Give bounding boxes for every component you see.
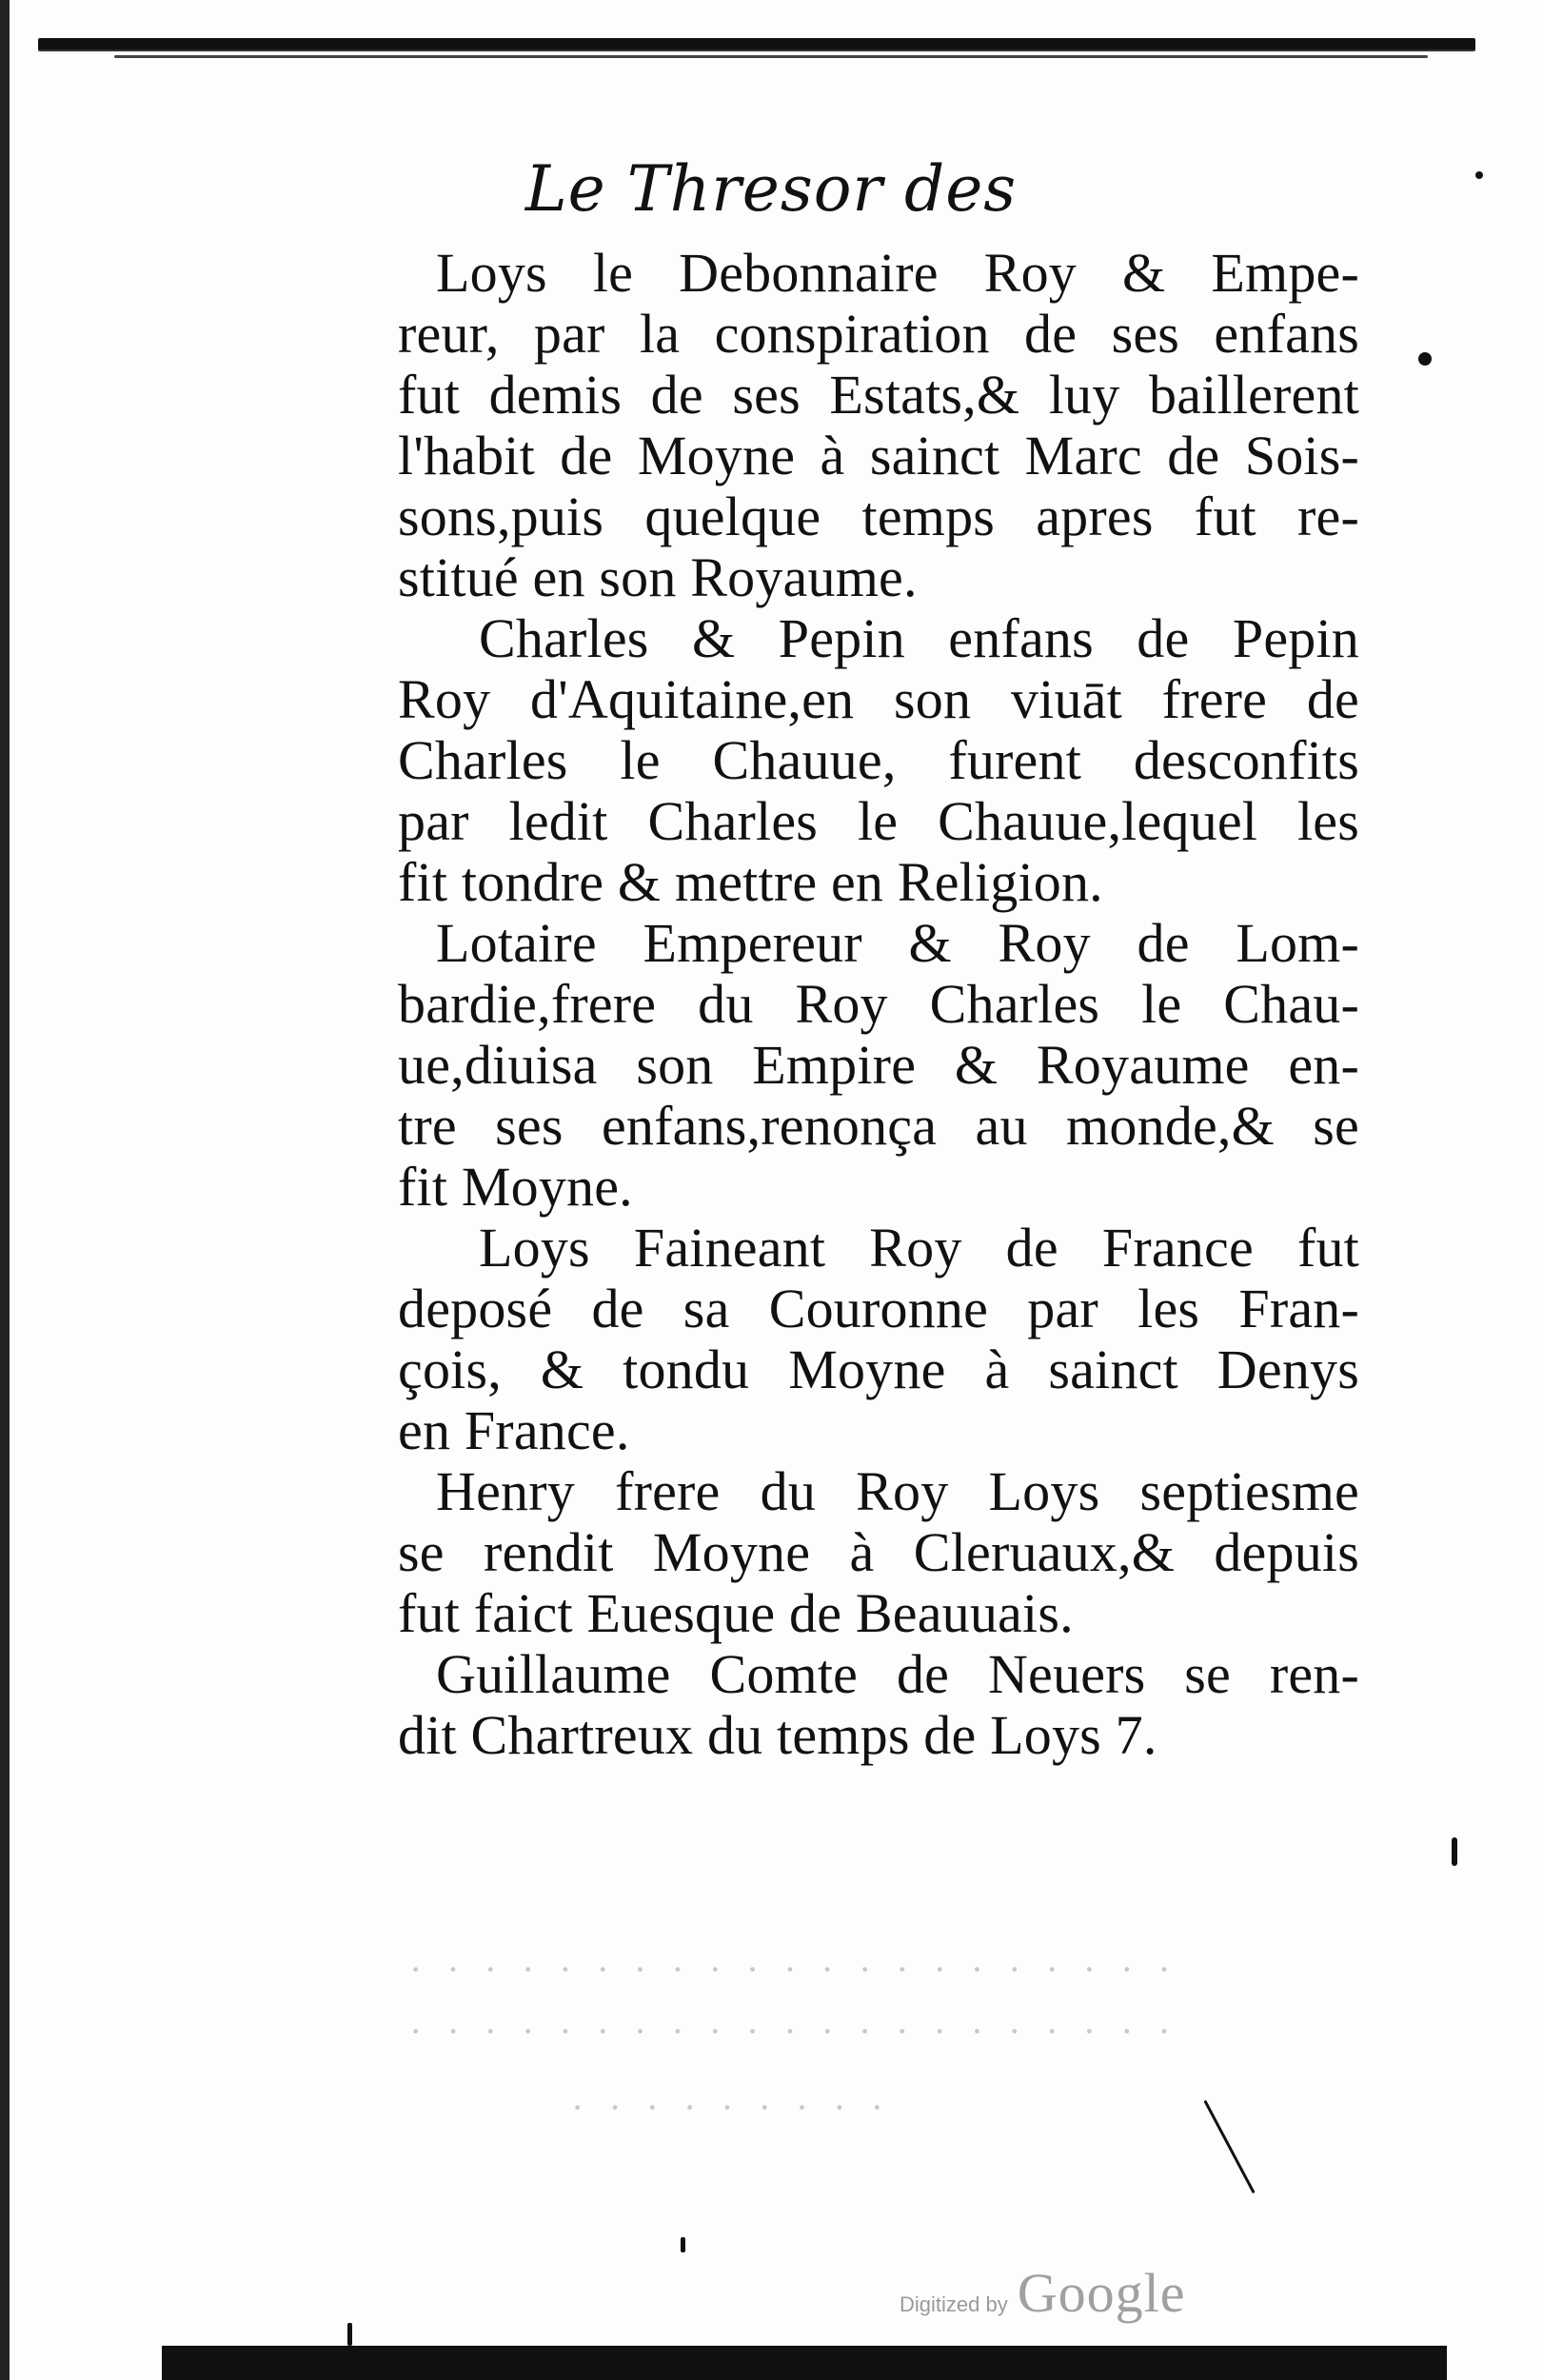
ink-speck	[681, 2237, 685, 2252]
bleed-through-mark: · · · · · · · · · · · · · · · · · · · · ·	[409, 2010, 1178, 2053]
text-line: deposé de sa Couronne par les Fran-	[398, 1278, 1359, 1339]
text-line: bardie,frere du Roy Charles le Chau-	[398, 973, 1359, 1035]
text-line: sons,puis quelque temps apres fut re-	[398, 486, 1359, 547]
text-line: fut faict Euesque de Beauuais.	[398, 1582, 1074, 1644]
text-line: Charles le Chauue, furent desconfits	[398, 729, 1359, 791]
text-line: Roy d'Aquitaine,en son viuāt frere de	[398, 668, 1359, 730]
text-line: Charles & Pepin enfans de Pepin	[479, 607, 1359, 669]
text-line: par ledit Charles le Chauue,lequel les	[398, 790, 1359, 852]
text-line: en France.	[398, 1399, 630, 1461]
watermark-prefix: Digitized by	[900, 2292, 1008, 2316]
digitization-watermark	[900, 2261, 1185, 2325]
bleed-through-mark: · · · · · · · · · · · · · · · · · · · · ·	[409, 1948, 1178, 1991]
text-line: ue,diuisa son Empire & Royaume en-	[398, 1034, 1359, 1096]
text-line: çois, & tondu Moyne à sainct Denys	[398, 1339, 1359, 1400]
page-bottom-shadow	[162, 2346, 1447, 2380]
text-line: Lotaire Empereur & Roy de Lom-	[436, 912, 1359, 974]
top-rule	[38, 38, 1475, 50]
text-line: stitué en son Royaume.	[398, 546, 918, 608]
ink-speck	[1203, 2100, 1255, 2194]
text-line: fit Moyne.	[398, 1156, 633, 1218]
text-line: Loys Faineant Roy de France fut	[479, 1217, 1359, 1279]
running-head: Le Thresor des	[524, 152, 1018, 226]
text-line: l'habit de Moyne à sainct Marc de Sois-	[398, 425, 1359, 486]
ink-speck	[347, 2323, 352, 2346]
top-rule-thin	[114, 55, 1428, 58]
text-line: dit Chartreux du temps de Loys 7.	[398, 1704, 1157, 1766]
text-line: Henry frere du Roy Loys septiesme	[436, 1460, 1359, 1522]
text-line: fut demis de ses Estats,& luy baillerent	[398, 364, 1359, 426]
text-line: Loys le Debonnaire Roy & Empe-	[436, 242, 1359, 304]
ink-speck	[1452, 1837, 1457, 1866]
google-logo: Google	[1017, 2262, 1186, 2324]
text-line: tre ses enfans,renonça au monde,& se	[398, 1095, 1359, 1157]
text-line: se rendit Moyne à Cleruaux,& depuis	[398, 1521, 1359, 1583]
text-line: reur, par la conspiration de ses enfans	[398, 303, 1359, 365]
page-edge-shadow	[0, 0, 10, 2380]
bleed-through-mark: · · · · · · · · ·	[571, 2086, 891, 2129]
ink-speck	[1418, 352, 1432, 366]
text-line: fit tondre & mettre en Religion.	[398, 851, 1103, 913]
text-line: Guillaume Comte de Neuers se ren-	[436, 1643, 1359, 1705]
ink-speck	[1475, 171, 1483, 179]
body-text	[398, 243, 1359, 1766]
